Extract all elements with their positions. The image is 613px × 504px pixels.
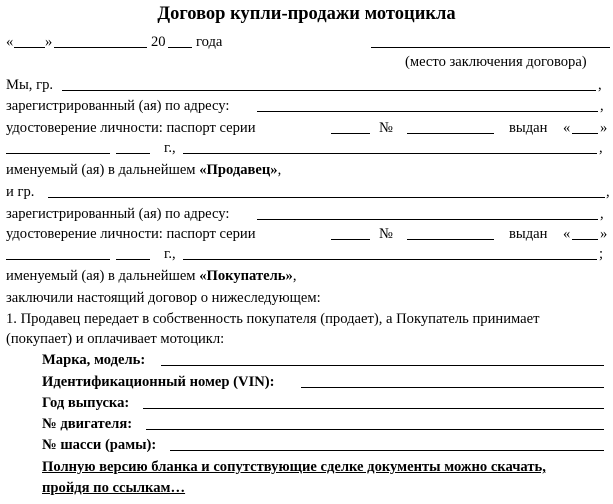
- notice-line1[interactable]: Полную версию бланка и сопутствующие сделке документы можно скачать,: [42, 459, 546, 475]
- buyer-address-label: зарегистрированный (ая) по адресу:: [6, 206, 230, 222]
- buyer-role-name: «Покупатель»: [199, 268, 293, 284]
- seller-role-line: [6, 162, 281, 178]
- issued-label: выдан: [509, 120, 548, 136]
- comma: ,: [600, 206, 604, 222]
- model-label: Марка, модель:: [42, 352, 146, 368]
- year-abbr: г.,: [164, 140, 176, 156]
- place-caption: (место заключения договора): [405, 54, 587, 70]
- date-day-field[interactable]: [14, 47, 45, 48]
- buyer-issue-month-field[interactable]: [6, 259, 110, 260]
- number-sign: №: [379, 120, 393, 136]
- role-prefix: именуемый (ая) в дальнейшем: [6, 268, 200, 284]
- role-prefix: именуемый (ая) в дальнейшем: [6, 162, 200, 178]
- buyer-issue-year-field[interactable]: [116, 259, 150, 260]
- chassis-field[interactable]: [170, 450, 604, 451]
- buyer-address-field[interactable]: [257, 219, 598, 220]
- seller-passport-label: удостоверение личности: паспорт серии: [6, 120, 256, 136]
- date-year-field[interactable]: [168, 47, 192, 48]
- buyer-role-line: [6, 268, 296, 284]
- engine-field[interactable]: [146, 429, 604, 430]
- comma: ,: [600, 98, 604, 114]
- role-suffix: ,: [277, 162, 282, 178]
- seller-address-field[interactable]: [257, 111, 598, 112]
- seller-issued-by-field[interactable]: [183, 153, 597, 154]
- model-field[interactable]: [161, 365, 604, 366]
- vin-label: Идентификационный номер (VIN):: [42, 374, 275, 390]
- notice-line2[interactable]: пройдя по ссылкам…: [42, 480, 186, 496]
- seller-issue-day-field[interactable]: [572, 133, 598, 134]
- quote-close: »: [600, 120, 608, 136]
- number-sign: №: [379, 226, 393, 242]
- engine-label: № двигателя:: [42, 416, 133, 432]
- seller-passport-number-field[interactable]: [407, 133, 494, 134]
- seller-address-label: зарегистрированный (ая) по адресу:: [6, 98, 230, 114]
- buyer-issue-day-field[interactable]: [572, 239, 598, 240]
- seller-intro: Мы, гр.: [6, 77, 54, 93]
- contract-place-field[interactable]: [371, 47, 610, 48]
- semicolon: ;: [599, 246, 604, 262]
- date-year-prefix: 20: [151, 34, 166, 50]
- seller-issue-year-field[interactable]: [116, 153, 150, 154]
- date-month-field[interactable]: [54, 47, 147, 48]
- quote-open: «: [563, 226, 571, 242]
- year-field[interactable]: [143, 408, 604, 409]
- seller-passport-series-field[interactable]: [331, 133, 370, 134]
- vin-field[interactable]: [301, 387, 604, 388]
- issued-label: выдан: [509, 226, 548, 242]
- buyer-intro: и гр.: [6, 184, 35, 200]
- buyer-passport-label: удостоверение личности: паспорт серии: [6, 226, 256, 242]
- quote-open: «: [563, 120, 571, 136]
- date-year-word: года: [196, 34, 223, 50]
- document-title: Договор купли-продажи мотоцикла: [157, 4, 456, 24]
- year-label: Год выпуска:: [42, 395, 130, 411]
- role-suffix: ,: [292, 268, 297, 284]
- seller-role-name: «Продавец»: [199, 162, 278, 178]
- clause1-line2: (покупает) и оплачивает мотоцикл:: [6, 331, 225, 347]
- seller-name-field[interactable]: [62, 90, 596, 91]
- seller-issue-month-field[interactable]: [6, 153, 110, 154]
- date-quote-close: »: [45, 34, 53, 50]
- year-abbr: г.,: [164, 246, 176, 262]
- agreement-intro: заключили настоящий договор о нижеследующем:: [6, 290, 321, 306]
- comma: ,: [598, 77, 602, 93]
- comma: ,: [599, 140, 603, 156]
- buyer-name-field[interactable]: [48, 197, 605, 198]
- buyer-issued-by-field[interactable]: [183, 259, 597, 260]
- date-quote-open: «: [6, 34, 14, 50]
- quote-close: »: [600, 226, 608, 242]
- comma: ,: [606, 184, 610, 200]
- buyer-passport-number-field[interactable]: [407, 239, 494, 240]
- chassis-label: № шасси (рамы):: [42, 437, 157, 453]
- buyer-passport-series-field[interactable]: [331, 239, 370, 240]
- clause1-line1: 1. Продавец передает в собственность покупателя (продает), а Покупатель принимает: [6, 311, 540, 327]
